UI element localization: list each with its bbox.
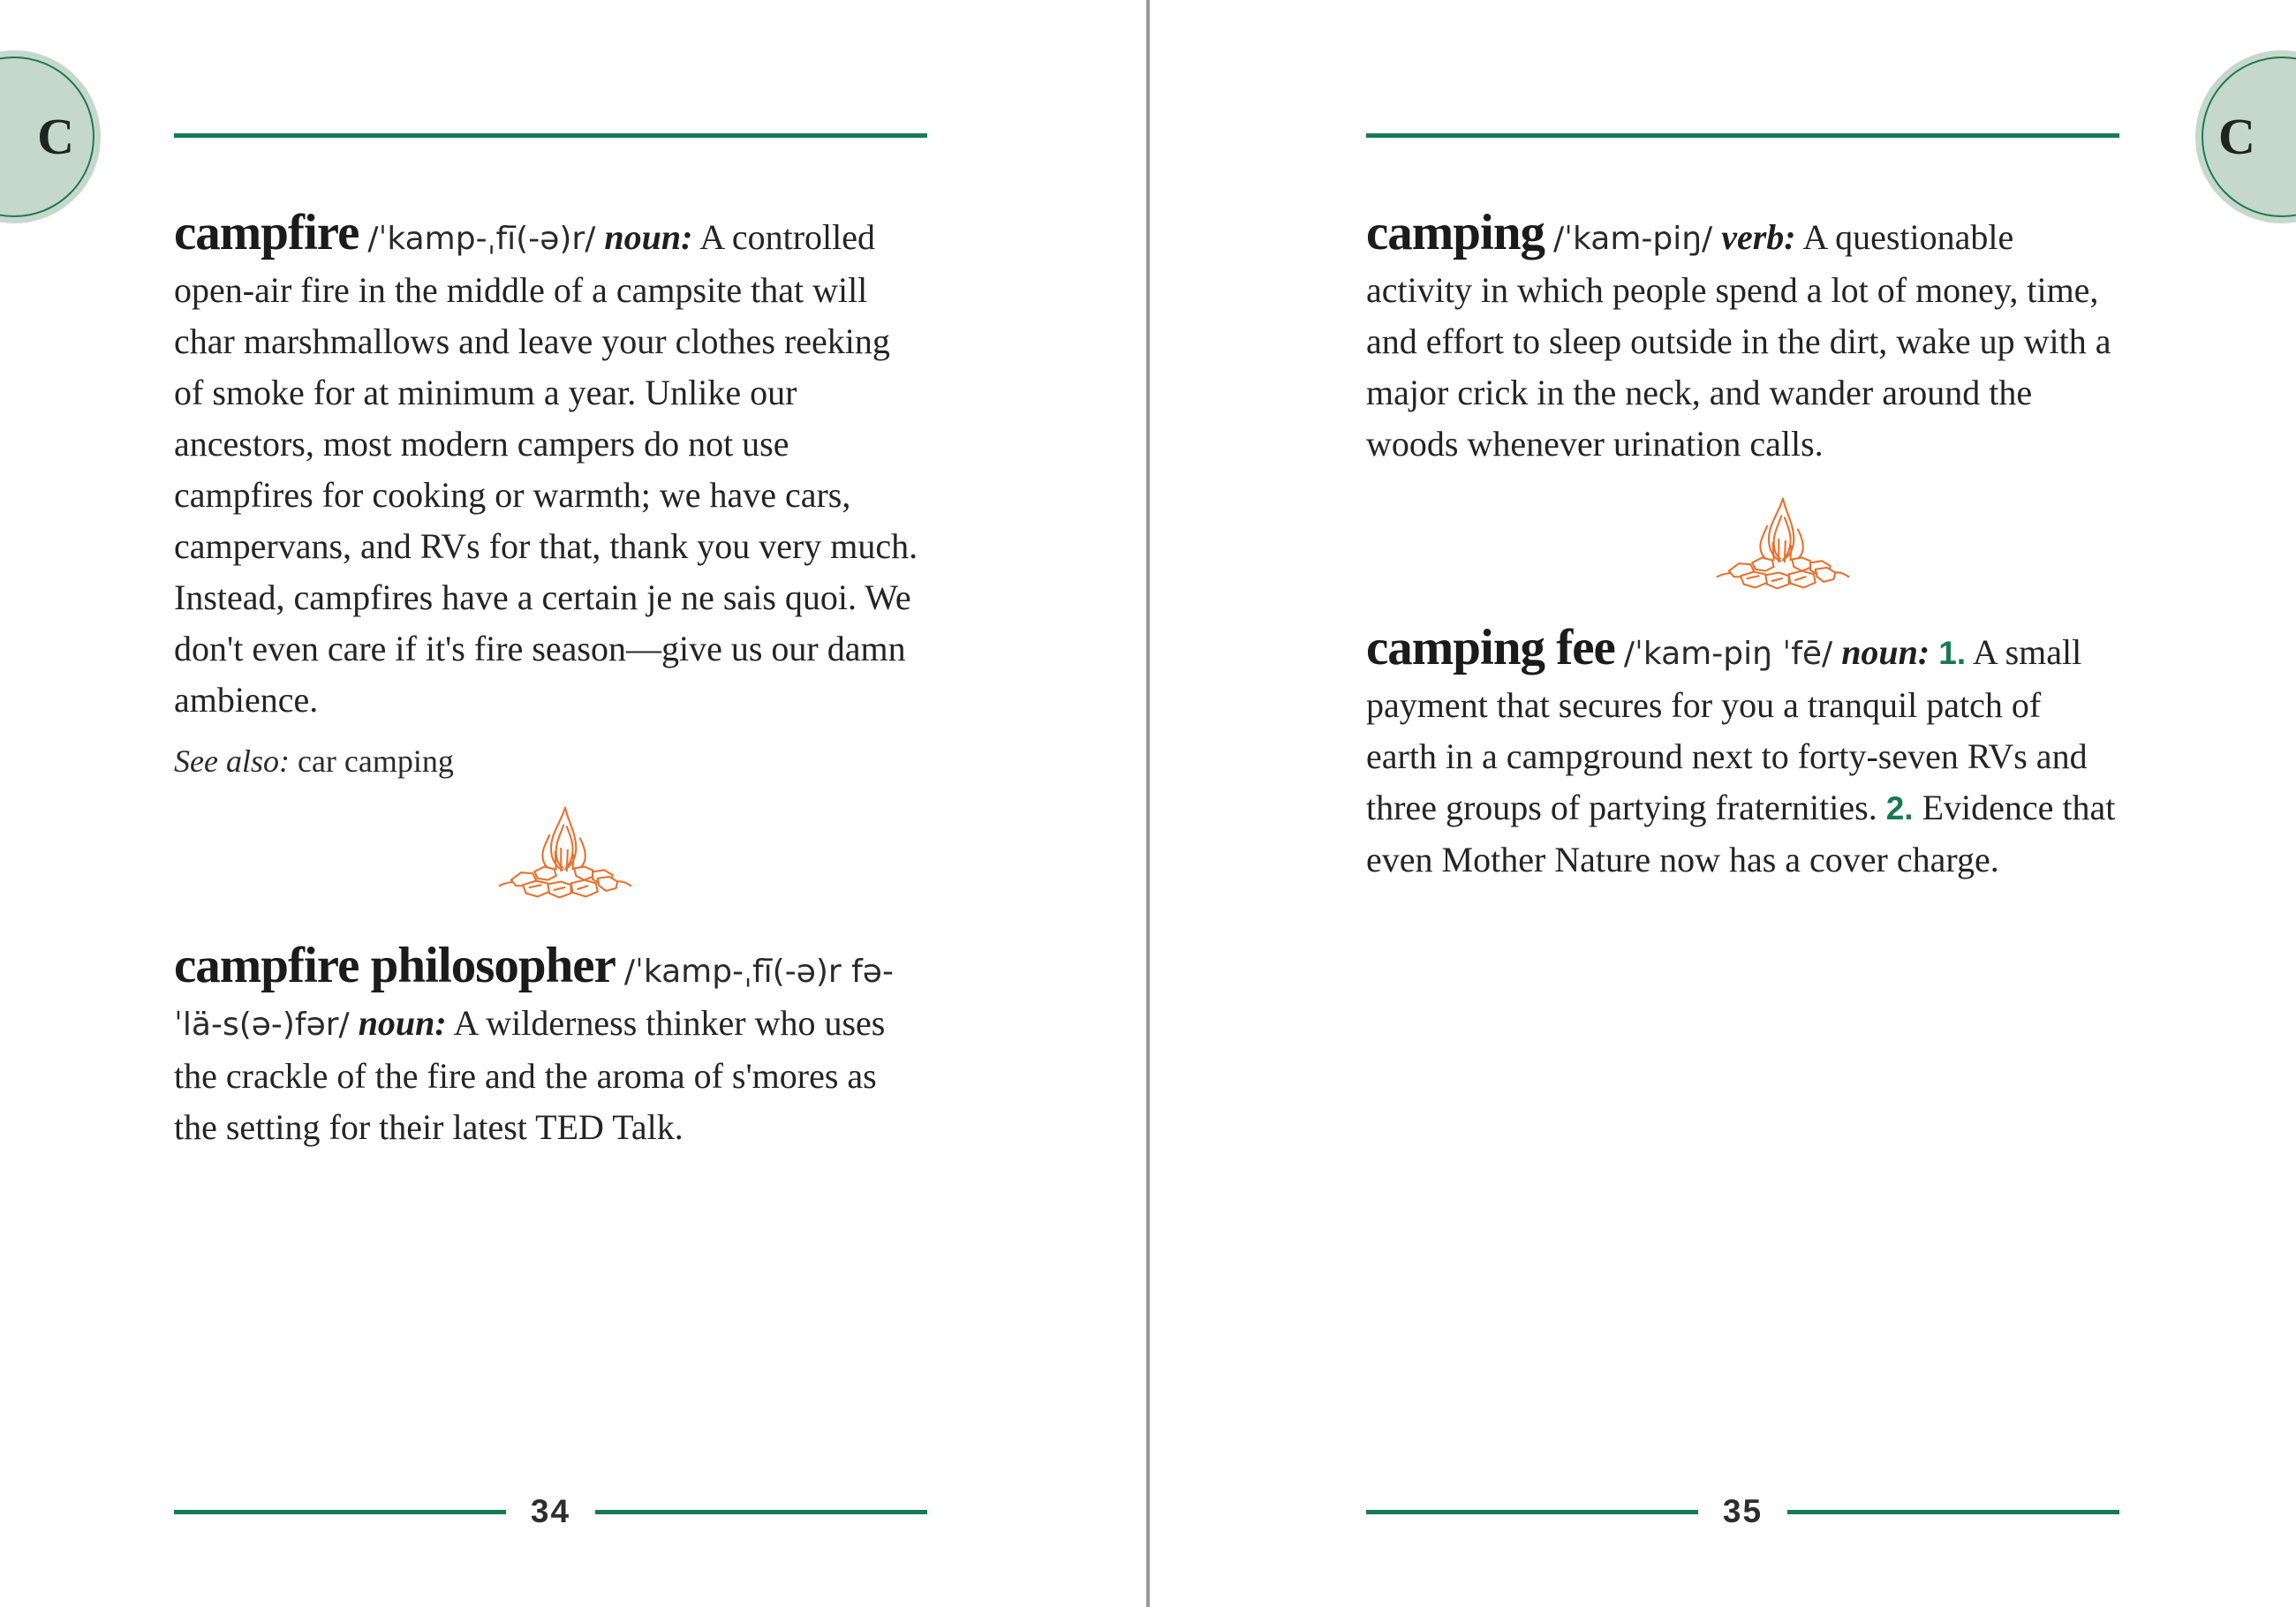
see-also-reference: car camping <box>297 743 454 779</box>
part-of-speech: noun: <box>1841 632 1930 672</box>
headword: campfire <box>174 205 359 260</box>
alpha-tab-letter: C <box>37 108 74 165</box>
page-right-content <box>1366 207 2119 886</box>
dict-entry-camping <box>1366 207 2119 470</box>
sense-number-1: 1. <box>1938 635 1967 671</box>
headword: camping <box>1366 205 1545 260</box>
alpha-tab-right <box>2195 50 2296 223</box>
dict-entry-campfire-philosopher <box>174 940 927 1153</box>
sense-2-text: Evidence that even Mother Nature now has a cover charge. <box>1366 788 2116 879</box>
pronunciation: /ˈkam-piŋ ˈfē/ <box>1623 636 1833 672</box>
page-left-content <box>174 207 927 1153</box>
sense-number-2: 2. <box>1885 790 1914 826</box>
campfire-illustration-icon <box>1710 494 1856 594</box>
footer-rule <box>1366 1510 1698 1514</box>
see-also-line <box>174 740 927 782</box>
headword: camping fee <box>1366 620 1615 675</box>
definition: A wilderness thinker who uses the crackle of the fire and the aroma of s'mores as the setting for their latest TED Talk. <box>174 1003 886 1147</box>
page-right <box>1366 0 2119 1607</box>
pronunciation: /ˈkamp-ˌfī(-ə)r/ <box>367 221 596 257</box>
part-of-speech: verb: <box>1721 217 1796 257</box>
top-rule <box>174 133 927 138</box>
page-footer <box>174 1491 927 1532</box>
page-gutter-divider <box>1146 0 1150 1607</box>
part-of-speech: noun: <box>358 1003 447 1043</box>
alpha-tab-left <box>0 50 101 223</box>
top-rule <box>1366 133 2119 138</box>
page-left <box>174 0 927 1607</box>
pronunciation: /ˈkamp-ˌfī(-ə)r fə-ˈlä-s(ə-)fər/ <box>174 954 894 1043</box>
campfire-illustration-icon <box>494 804 637 903</box>
page-footer <box>1366 1491 2119 1532</box>
dict-entry-camping-fee <box>1366 622 2119 886</box>
footer-rule <box>595 1510 927 1514</box>
page-number: 34 <box>530 1493 571 1529</box>
part-of-speech: noun: <box>604 217 693 257</box>
headword: campfire philosopher <box>174 938 616 993</box>
alpha-tab-letter: C <box>2218 108 2255 165</box>
footer-rule <box>1787 1510 2119 1514</box>
dict-entry-campfire <box>174 207 927 726</box>
page-number: 35 <box>1722 1493 1764 1529</box>
sense-1-text: A small payment that secures for you a tranquil patch of earth in a campground next to forty-seven RVs and three groups of partying fraternities. <box>1366 632 2088 827</box>
definition: A questionable activity in which people spend a lot of money, time, and effort to sleep outside in the dirt, wake up with a major crick in the neck, and wander around the woods whenever urination calls. <box>1366 217 2111 464</box>
pronunciation: /ˈkam-piŋ/ <box>1553 221 1713 257</box>
footer-rule <box>174 1510 506 1514</box>
definition: A controlled open-air fire in the middle of a campsite that will char marshmallows and leave your clothes reeking of smoke for at minimum a year. Unlike our ancestors, most modern campers do not use campfires for cooking or warmth; we have cars, campervans, and RVs for that, thank you very much. Instead, campfires have a certain je ne sais quoi. We don't even care if it's fire season—give us our damn ambience. <box>174 217 918 720</box>
see-also-label: See also: <box>174 743 290 779</box>
